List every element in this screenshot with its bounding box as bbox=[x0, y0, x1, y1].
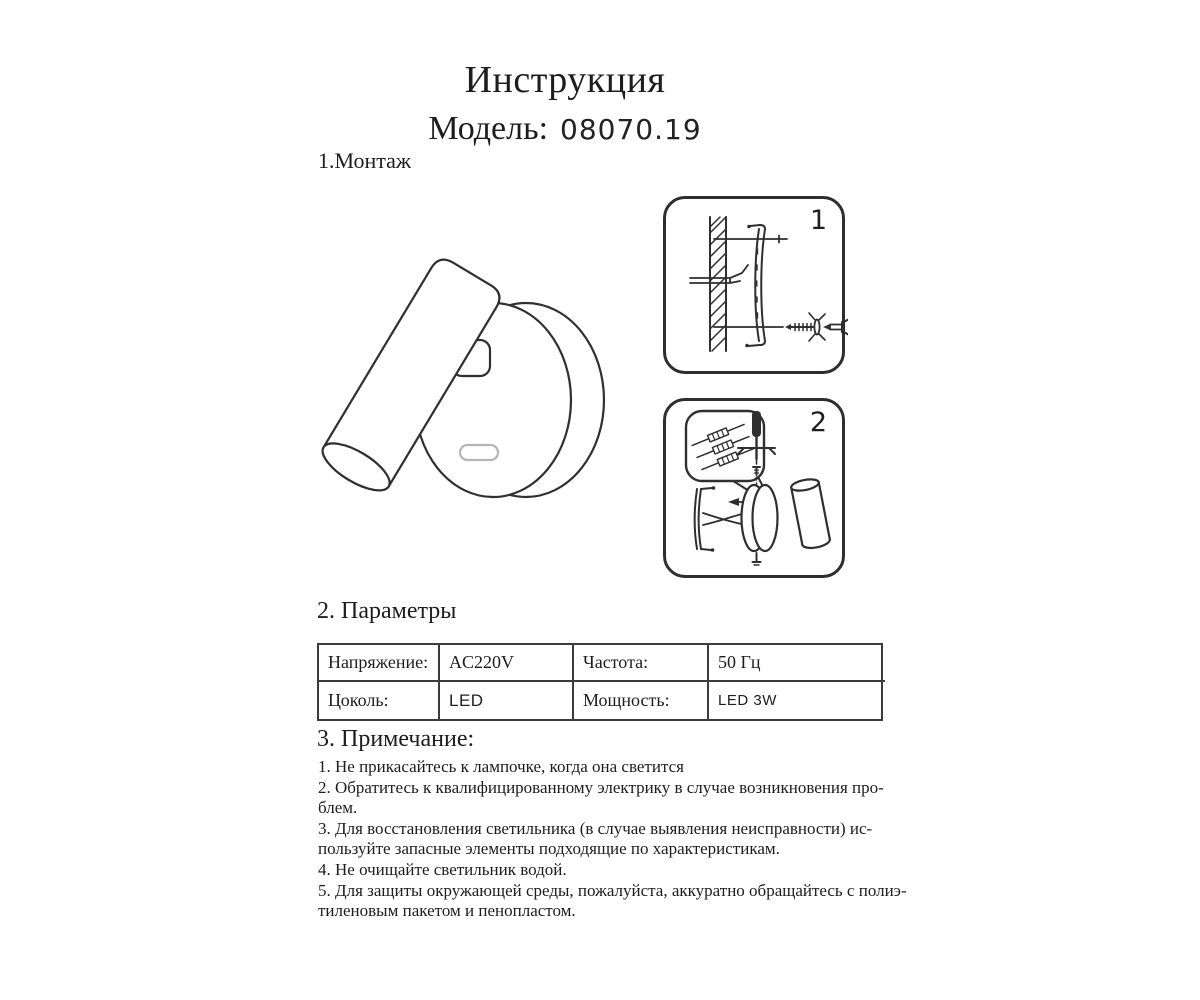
screwdriver-icon bbox=[823, 318, 848, 336]
lamp-base-disk bbox=[742, 485, 778, 551]
param-label-power: Мощность: bbox=[574, 682, 709, 719]
param-label-voltage: Напряжение: bbox=[319, 645, 440, 682]
parameters-table bbox=[317, 643, 883, 721]
param-value-power: LED 3W bbox=[718, 692, 777, 709]
note-line: тиленовым пакетом и пенопластом. bbox=[318, 901, 576, 921]
wall-lamp-illustration bbox=[300, 238, 630, 523]
wall-hatch bbox=[710, 217, 726, 351]
parameters-heading: 2. Параметры bbox=[317, 598, 457, 624]
param-label-socket: Цоколь: bbox=[319, 682, 440, 719]
wall-section bbox=[710, 217, 726, 351]
note-line: 5. Для защиты окружающей среды, пожалуйста, аккуратно обращайтесь с полиэ- bbox=[318, 880, 907, 900]
wall-anchor bbox=[690, 265, 748, 283]
mounting-step1-drawing bbox=[666, 199, 848, 377]
note-line: 1. Не прикасайтесь к лампочке, когда она светится bbox=[318, 757, 684, 776]
notes-heading: 3. Примечание: bbox=[317, 726, 475, 752]
lamp-switch bbox=[460, 445, 498, 460]
step1-number: 1 bbox=[809, 205, 827, 236]
model-label: Модель: bbox=[428, 110, 549, 147]
document-header bbox=[0, 58, 1130, 148]
param-value-voltage: AC220V bbox=[440, 645, 574, 682]
param-value-frequency: 50 Гц bbox=[709, 645, 885, 682]
lamp-cylinder-head bbox=[790, 477, 831, 550]
model-line bbox=[0, 110, 1130, 148]
note-line: пользуйте запасные элементы подходящие по характеристикам. bbox=[318, 839, 780, 859]
page-title: Инструкция bbox=[464, 59, 666, 101]
note-line: 2. Обратитесь к квалифицированному электрику в случае возникновения про- bbox=[318, 777, 884, 797]
model-number: 08070.19 bbox=[560, 113, 702, 146]
mounting-heading: 1.Монтаж bbox=[318, 148, 412, 173]
note-line: блем. bbox=[318, 798, 358, 818]
param-label-frequency: Частота: bbox=[574, 645, 709, 682]
param-value-socket: LED bbox=[440, 682, 574, 719]
note-line: 3. Для восстановления светильника (в случае выявления неисправности) ис- bbox=[318, 818, 873, 838]
step2-number: 2 bbox=[809, 407, 827, 438]
mounting-step1-panel bbox=[663, 196, 845, 374]
mounting-step2-drawing bbox=[666, 401, 848, 581]
bracket-on-wall bbox=[695, 486, 716, 552]
small-screw-bottom bbox=[753, 553, 761, 565]
note-line: 4. Не очищайте светильник водой. bbox=[318, 859, 567, 879]
notes-list bbox=[318, 757, 918, 922]
mounting-step2-panel bbox=[663, 398, 845, 578]
mounting-bracket bbox=[745, 225, 765, 348]
wires bbox=[703, 513, 746, 525]
